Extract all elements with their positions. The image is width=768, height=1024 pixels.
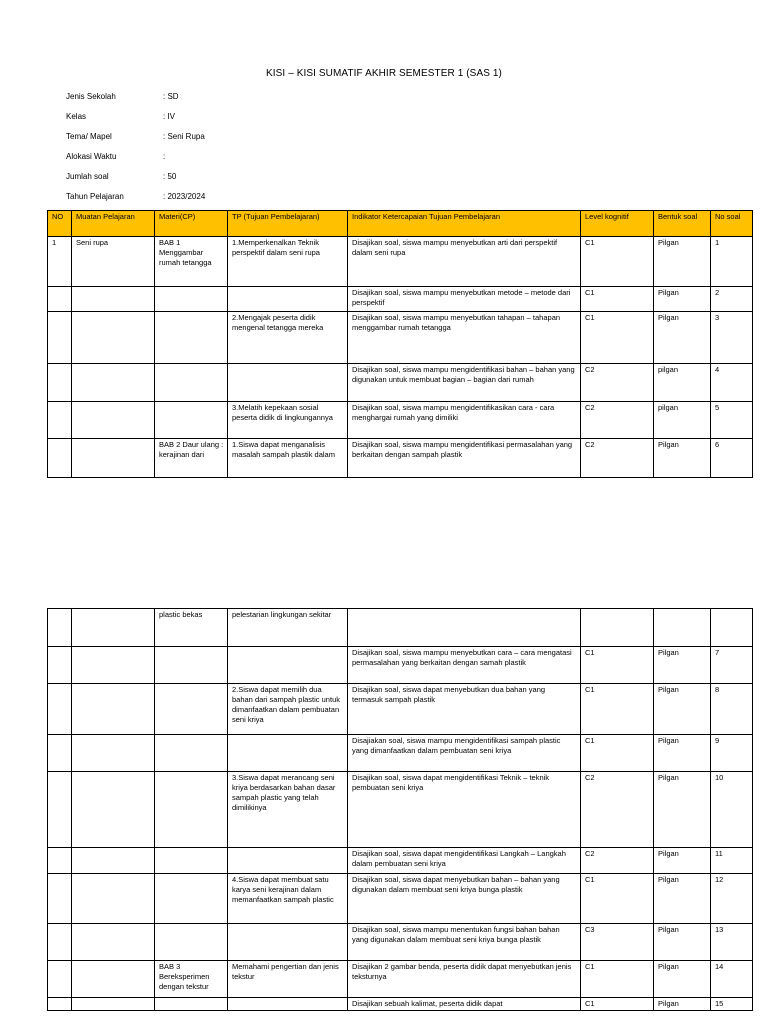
cell-tujuan-pembelajaran: 1.Siswa dapat menganalisis masalah sampah plastik dalam <box>228 439 348 478</box>
cell-no-soal: 12 <box>711 874 753 924</box>
cell-indikator: Disajikan soal, siswa mampu menyebutkan cara – cara mengatasi permasalahan yang berkaitan dengan samah plastik <box>348 647 581 684</box>
cell-no-soal: 15 <box>711 998 753 1011</box>
cell-level-kognitif: C2 <box>581 364 654 402</box>
cell-tujuan-pembelajaran: pelestarian lingkungan sekitar <box>228 609 348 647</box>
table-row <box>48 848 753 874</box>
cell-bentuk-soal: Pilgan <box>654 287 711 312</box>
header-no: NO <box>48 211 72 237</box>
cell-no: 1 <box>48 237 72 287</box>
table-row <box>48 924 753 961</box>
cell-tujuan-pembelajaran: 2.Mengajak peserta didik mengenal tetangga mereka <box>228 312 348 364</box>
cell-bentuk-soal: Pilgan <box>654 772 711 848</box>
cell-bentuk-soal: Pilgan <box>654 961 711 998</box>
cell-materi <box>155 924 228 961</box>
info-value: : Seni Rupa <box>163 132 205 141</box>
table-row <box>48 312 753 364</box>
cell-muatan-pelajaran <box>72 772 155 848</box>
cell-muatan-pelajaran <box>72 735 155 772</box>
cell-no-soal: 1 <box>711 237 753 287</box>
table-body <box>48 237 753 478</box>
header-bentuk-soal: Bentuk soal <box>654 211 711 237</box>
kisi-table-part-1 <box>47 210 753 478</box>
cell-indikator <box>348 609 581 647</box>
cell-tujuan-pembelajaran <box>228 735 348 772</box>
cell-bentuk-soal: Pilgan <box>654 647 711 684</box>
cell-tujuan-pembelajaran <box>228 998 348 1011</box>
cell-no-soal: 13 <box>711 924 753 961</box>
cell-no <box>48 772 72 848</box>
cell-bentuk-soal: pilgan <box>654 402 711 439</box>
info-label: Alokasi Waktu <box>66 152 117 161</box>
cell-tujuan-pembelajaran: 4.Siswa dapat membuat satu karya seni kerajinan dalam memanfaatkan sampah plastic <box>228 874 348 924</box>
cell-materi <box>155 684 228 735</box>
cell-level-kognitif: C1 <box>581 961 654 998</box>
cell-bentuk-soal: Pilgan <box>654 735 711 772</box>
cell-bentuk-soal: Pilgan <box>654 684 711 735</box>
cell-level-kognitif: C1 <box>581 647 654 684</box>
cell-no <box>48 848 72 874</box>
table-row <box>48 772 753 848</box>
info-label: Tema/ Mapel <box>66 132 112 141</box>
cell-bentuk-soal: Pilgan <box>654 439 711 478</box>
cell-no-soal: 9 <box>711 735 753 772</box>
cell-materi: BAB 3 Bereksperimen dengan tekstur <box>155 961 228 998</box>
info-value: : SD <box>163 92 179 101</box>
cell-bentuk-soal: pilgan <box>654 364 711 402</box>
cell-materi <box>155 312 228 364</box>
cell-indikator: Disajikan soal, siswa mampu menentukan fungsi bahan bahan yang digunakan dalam membuat seni kriya bunga plastik <box>348 924 581 961</box>
cell-bentuk-soal: Pilgan <box>654 924 711 961</box>
cell-no <box>48 998 72 1011</box>
info-value: : 50 <box>163 172 177 181</box>
info-label: Tahun Pelajaran <box>66 192 124 201</box>
cell-no <box>48 874 72 924</box>
cell-no <box>48 735 72 772</box>
cell-level-kognitif: C1 <box>581 684 654 735</box>
table-row <box>48 647 753 684</box>
cell-materi <box>155 402 228 439</box>
table-row <box>48 998 753 1011</box>
cell-tujuan-pembelajaran <box>228 647 348 684</box>
table-row <box>48 287 753 312</box>
cell-no-soal: 4 <box>711 364 753 402</box>
table-row <box>48 439 753 478</box>
cell-level-kognitif: C1 <box>581 287 654 312</box>
cell-materi: BAB 2 Daur ulang : kerajinan dari <box>155 439 228 478</box>
cell-no-soal: 14 <box>711 961 753 998</box>
table-row <box>48 961 753 998</box>
cell-no-soal: 6 <box>711 439 753 478</box>
cell-no-soal: 5 <box>711 402 753 439</box>
cell-materi <box>155 364 228 402</box>
cell-no-soal: 2 <box>711 287 753 312</box>
cell-level-kognitif <box>581 609 654 647</box>
cell-materi <box>155 735 228 772</box>
info-value: : 2023/2024 <box>163 192 206 201</box>
cell-tujuan-pembelajaran <box>228 287 348 312</box>
info-value: : <box>163 152 166 161</box>
cell-tujuan-pembelajaran <box>228 848 348 874</box>
kisi-table-part-2 <box>47 608 753 1011</box>
header-materi: Materi(CP) <box>155 211 228 237</box>
cell-materi <box>155 287 228 312</box>
cell-indikator: Disajikan soal, siswa dapat mengidentifikasi Langkah – Langkah dalam pembuatan seni kriya <box>348 848 581 874</box>
table-body <box>48 609 753 1011</box>
cell-level-kognitif: C2 <box>581 439 654 478</box>
cell-no <box>48 609 72 647</box>
cell-no <box>48 402 72 439</box>
cell-no <box>48 647 72 684</box>
cell-tujuan-pembelajaran: 1.Memperkenalkan Teknik perspektif dalam seni rupa <box>228 237 348 287</box>
cell-muatan-pelajaran <box>72 848 155 874</box>
cell-tujuan-pembelajaran <box>228 924 348 961</box>
cell-bentuk-soal: Pilgan <box>654 312 711 364</box>
cell-no-soal: 7 <box>711 647 753 684</box>
cell-indikator: Disajikan soal, siswa dapat menyebutkan dua bahan yang termasuk sampah plastik <box>348 684 581 735</box>
table-row <box>48 874 753 924</box>
cell-materi <box>155 874 228 924</box>
table-row <box>48 402 753 439</box>
cell-no <box>48 961 72 998</box>
cell-tujuan-pembelajaran <box>228 364 348 402</box>
cell-muatan-pelajaran: Seni rupa <box>72 237 155 287</box>
cell-muatan-pelajaran <box>72 439 155 478</box>
cell-no-soal: 11 <box>711 848 753 874</box>
cell-no <box>48 684 72 735</box>
cell-level-kognitif: C1 <box>581 237 654 287</box>
cell-indikator: Disajiakan soal, siswa mampu mengidentifikasi sampah plastic yang dimanfaatkan dalam pembuatan seni kriya <box>348 735 581 772</box>
header-indikator: Indikator Ketercapaian Tujuan Pembelajaran <box>348 211 581 237</box>
cell-level-kognitif: C1 <box>581 735 654 772</box>
cell-indikator: Disajikan soal, siswa dapat mengidentifikasi Teknik – teknik pembuatan seni kriya <box>348 772 581 848</box>
cell-muatan-pelajaran <box>72 287 155 312</box>
cell-muatan-pelajaran <box>72 874 155 924</box>
table-row <box>48 237 753 287</box>
table-row <box>48 609 753 647</box>
cell-muatan-pelajaran <box>72 364 155 402</box>
header-no-soal: No soal <box>711 211 753 237</box>
cell-no-soal: 3 <box>711 312 753 364</box>
cell-no <box>48 287 72 312</box>
header-tujuan-pembelajaran: TP (Tujuan Pembelajaran) <box>228 211 348 237</box>
table-row <box>48 735 753 772</box>
cell-muatan-pelajaran <box>72 961 155 998</box>
info-label: Kelas <box>66 112 87 121</box>
cell-level-kognitif: C1 <box>581 874 654 924</box>
cell-materi <box>155 772 228 848</box>
table-row <box>48 684 753 735</box>
cell-bentuk-soal: Pilgan <box>654 237 711 287</box>
cell-muatan-pelajaran <box>72 647 155 684</box>
table-row <box>48 364 753 402</box>
cell-level-kognitif: C2 <box>581 772 654 848</box>
cell-level-kognitif: C2 <box>581 402 654 439</box>
document-title: KISI – KISI SUMATIF AKHIR SEMESTER 1 (SAS 1) <box>266 68 502 79</box>
cell-tujuan-pembelajaran: 3.Siswa dapat merancang seni kriya berdasarkan bahan dasar sampah plastic yang telah dimilikinya <box>228 772 348 848</box>
cell-no-soal: 10 <box>711 772 753 848</box>
info-value: : IV <box>163 112 176 121</box>
table-header-row <box>48 211 753 237</box>
cell-no <box>48 439 72 478</box>
cell-muatan-pelajaran <box>72 609 155 647</box>
cell-muatan-pelajaran <box>72 998 155 1011</box>
cell-level-kognitif: C3 <box>581 924 654 961</box>
cell-no-soal: 8 <box>711 684 753 735</box>
cell-level-kognitif: C1 <box>581 998 654 1011</box>
cell-materi <box>155 998 228 1011</box>
cell-no <box>48 924 72 961</box>
info-label: Jumlah soal <box>66 172 109 181</box>
cell-tujuan-pembelajaran: Memahami pengertian dan jenis tekstur <box>228 961 348 998</box>
cell-indikator: Disajikan soal, siswa mampu menyebutkan metode – metode dari perspektif <box>348 287 581 312</box>
header-muatan-pelajaran: Muatan Pelajaran <box>72 211 155 237</box>
cell-indikator: Disajikan soal, siswa mampu menyebutkan arti dari perspektif dalam seni rupa <box>348 237 581 287</box>
cell-no <box>48 364 72 402</box>
cell-indikator: Disajikan soal, siswa mampu mengidentifikasi permasalahan yang berkaitan dengan sampah plastik <box>348 439 581 478</box>
cell-indikator: Disajikan soal, siswa mampu mengidentifikasikan cara - cara menghargai rumah yang dimiliki <box>348 402 581 439</box>
cell-muatan-pelajaran <box>72 924 155 961</box>
cell-indikator: Disajikan soal, siswa mampu menyebutkan tahapan – tahapan menggambar rumah tetangga <box>348 312 581 364</box>
cell-tujuan-pembelajaran: 3.Melatih kepekaan sosial peserta didik di lingkungannya <box>228 402 348 439</box>
cell-materi <box>155 848 228 874</box>
cell-tujuan-pembelajaran: 2.Siswa dapat memilih dua bahan dari sampah plastic untuk dimanfaatkan dalam pembuatan seni kriya <box>228 684 348 735</box>
cell-muatan-pelajaran <box>72 402 155 439</box>
cell-no-soal <box>711 609 753 647</box>
cell-bentuk-soal: Pilgan <box>654 874 711 924</box>
cell-bentuk-soal <box>654 609 711 647</box>
cell-muatan-pelajaran <box>72 312 155 364</box>
header-level-kognitif: Level kognitif <box>581 211 654 237</box>
cell-materi: plastic bekas <box>155 609 228 647</box>
cell-level-kognitif: C2 <box>581 848 654 874</box>
cell-indikator: Disajikan 2 gambar benda, peserta didik dapat menyebutkan jenis teksturnya <box>348 961 581 998</box>
cell-indikator: Disajikan sebuah kalimat, peserta didik dapat <box>348 998 581 1011</box>
cell-level-kognitif: C1 <box>581 312 654 364</box>
info-label: Jenis Sekolah <box>66 92 116 101</box>
cell-bentuk-soal: Pilgan <box>654 848 711 874</box>
cell-indikator: Disajikan soal, siswa mampu mengidentifikasi bahan – bahan yang digunakan untuk membuat bagian – bagian dari rumah <box>348 364 581 402</box>
cell-materi: BAB 1 Menggambar rumah tetangga <box>155 237 228 287</box>
cell-bentuk-soal: Pilgan <box>654 998 711 1011</box>
cell-indikator: Disajikan soal, siswa dapat menyebutkan bahan – bahan yang digunakan dalam membuat seni kriya bunga plastik <box>348 874 581 924</box>
cell-muatan-pelajaran <box>72 684 155 735</box>
cell-materi <box>155 647 228 684</box>
cell-no <box>48 312 72 364</box>
